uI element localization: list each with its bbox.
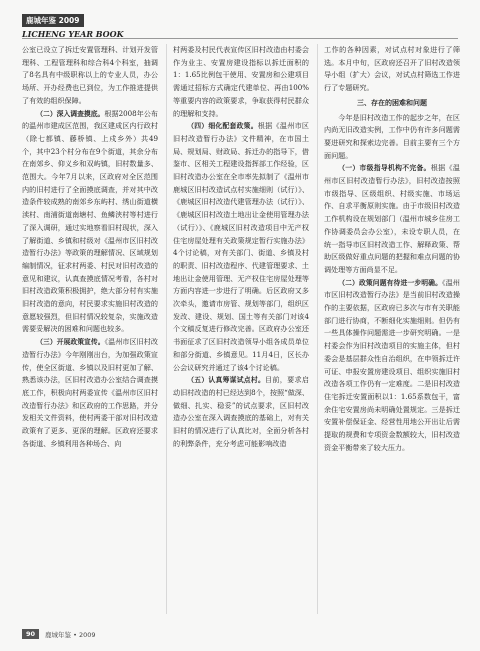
- subheading: 认真筹谋试点村。: [208, 376, 266, 385]
- subheading: 开展政策宣传。: [56, 338, 105, 347]
- subsection: [22, 336, 158, 450]
- paragraph: 根据《温州市区旧村改造暂行办法》文件精神，在市国土局、规划局、财政局、拆迁办的指导下，借鉴市、区相关工程建设指挥部工作经验，区旧村改造办公室在全市率先拟制了《温州市鹿城区旧村改造试点村实施细则（试行）》、《鹿城区旧村改造代建管理办法（试行）》、《鹿城区旧村改造土地出让金使用管理办法（试行）》、《鹿城区旧村改造项目中无产权住宅房屋处理有关政策规定暂行实施办法》4个讨论稿，对有关部门、街道、乡镇及村的职责、旧村改造程序、代建管理要求、土地出让金使用管理、无产权住宅房屋处理等方面内容进一步进行了明确。后区政府又多次牵头，邀请市房管、规划等部门，组织区发改、建设、规划、国土等有关部门对该4个文稿反复进行修改完善。区政府办公室还书面征求了区旧村改造领导小组各成员单位和部分街道、乡镇意见。11月4日，区长办公会议研究并通过了该4个讨论稿。: [173, 121, 309, 372]
- text-column-3: [324, 44, 460, 614]
- section-heading: 三、存在的困难和问题: [357, 98, 427, 107]
- subheading-number: （五）: [187, 376, 209, 385]
- paragraph: 公室已设立了拆迁安置管理科、计划开发管理科、工程管理科和综合科4个科室，抽调了8名具有中级职称以上的专业人员，办公场所、开办经费也已到位，为工作推进提供了有效的组织保障。: [22, 45, 158, 105]
- subheading-number: （四）: [187, 122, 209, 131]
- column-divider: [317, 44, 318, 614]
- subsection: [324, 162, 460, 276]
- paragraph: 《温州市区旧村改造暂行办法》是当前旧村改造操作的主要依据，区政府已多次与市有关职能部门进行协商，不断细化实施细则。但仍有一些具体操作问题需进一步研究明确。一是村委会作为旧村改造项目的实施主体，但村委会是基层群众性自治组织，在申领拆迁许可证、申报安置房建设项目、组织实施旧村改造各项工作仍有一定难度。二是旧村改造住宅拆迁安置面积以1：1.65系数包干，富余住宅安置房尚未明确处置规定。三是拆迁安置补偿保证金、经营性用地公开出让后需提取的规费和专项资金数额较大，旧村改造资金平衡带来了较大压力。: [324, 277, 460, 452]
- subheading-number: （二）: [338, 278, 359, 287]
- subsection: [173, 374, 309, 450]
- paragraph: 目前，要求启动旧村改造的村已经达到8个，按照“做深、做细、扎实、稳妥”的试点要求，区旧村改造办公室在深入调查摸底的基础上，对有关旧村的情况进行了认真比对，全面分析各村的利弊条件，充分考虑可能影响改造: [173, 375, 309, 448]
- column-divider: [166, 44, 167, 614]
- text-column-2: [173, 44, 309, 614]
- header-brand: [22, 8, 124, 39]
- paragraph: 根据《温州市区旧村改造暂行办法》，旧村改造按照市级指导、区级组织、村级实施、市场运作、自求平衡原则实施。由于市级旧村改造工作机构设在规划部门（温州市城乡住房工作协调委员会办公室），未设专职人员，在统一指导市区旧村改造工作、解释政策、帮助区级做好重点问题的把握和难点问题的协调处理等方面尚显不足。: [324, 163, 460, 274]
- subheading: 市级指导机构不完备。: [359, 164, 431, 173]
- footer-text: 鹿城年鉴 • 2009: [45, 630, 96, 639]
- subsection: [173, 120, 309, 374]
- paragraph: 今年是旧村改造工作的起步之年，在区内尚无旧改造实例，工作中仍有许多问题需要进研究和探索边完善。目前主要有三个方面问题。: [324, 112, 460, 160]
- subheading-number: （二）: [36, 109, 57, 118]
- subheading: 深入调查摸底。: [56, 109, 105, 118]
- header-rule: [22, 38, 458, 39]
- paragraph: 村两委及村民代表宣传区旧村改造由村委会作为业主、安置房建设指标以拆迁面积的1：1.65比例包干使用、安置房和公建项目需通过招标方式确定代建单位、再由100%等重要内容的政策要求，争取获得村民群众的理解和支持。: [173, 45, 309, 118]
- subsection: [324, 277, 460, 455]
- paragraph: 工作的各种因素，对试点村对象进行了筛选。本月中旬，区政府还召开了旧村改造领导小组（扩大）会议，对试点村筛选工作进行了专题研究。: [324, 45, 460, 93]
- paragraph: 《温州市区旧村改造暂行办法》今年刚刚出台，为加强政策宣传，使全区街道、乡镇以及旧村更加了解、熟悉该办法，区旧村改造办公室结合调查摸底工作，积极向村两委宣传《温州市区旧村改造暂行办法》和区政府的工作思路，并分发相关文件资料，使村两委干部对旧村改造政策有了更多、更深的理解。区政府还要求各街道、乡镇利用各种场合、向: [22, 337, 158, 448]
- publication-title-en: LICHENG YEAR BOOK: [22, 29, 124, 39]
- publication-title: 鹿城年鉴 2009: [22, 14, 84, 27]
- subheading-number: （一）: [338, 164, 360, 173]
- paragraph: 根据2008年公布的温州市建成区范围，我区建成区内行政村（除七都镇、藤桥镇、上戍乡外）共49个，其中23个村分布在9个街道，其余分布在南郊乡、仰义乡和双屿镇，旧村数量多、范围大。今年7月以来，区政府对全区范围内的旧村进行了全面摸底调查，并对其中改造条件较成熟的南郊乡东屿村、绣山街道横渎村、南浦街道南塘村、鱼鳞浃村等村进行了深入调研，通过实地察看旧村现状，深入了解街道、乡镇和村级对《温州市区旧村改造暂行办法》等政策的理解情况、区域规划编制情况，征求村两委、村民对旧村改造的意见和建议，认真查摸底情况考看，各村对旧村改造政策积极拥护，绝大部分村有实施旧村改造的意向，村民要求实施旧村改造的意愿较强烈，但旧村情况较复杂，实施改造需要妥解决的困难和问题也较多。: [22, 108, 158, 334]
- subsection: [22, 108, 158, 337]
- subheading: 细化配套政策。: [208, 122, 258, 131]
- subheading: 政策问题有待进一步明确。: [358, 278, 443, 287]
- subheading-number: （三）: [36, 338, 57, 347]
- page-footer: [22, 629, 96, 639]
- page-number: 90: [22, 629, 39, 639]
- text-column-1: [22, 44, 158, 614]
